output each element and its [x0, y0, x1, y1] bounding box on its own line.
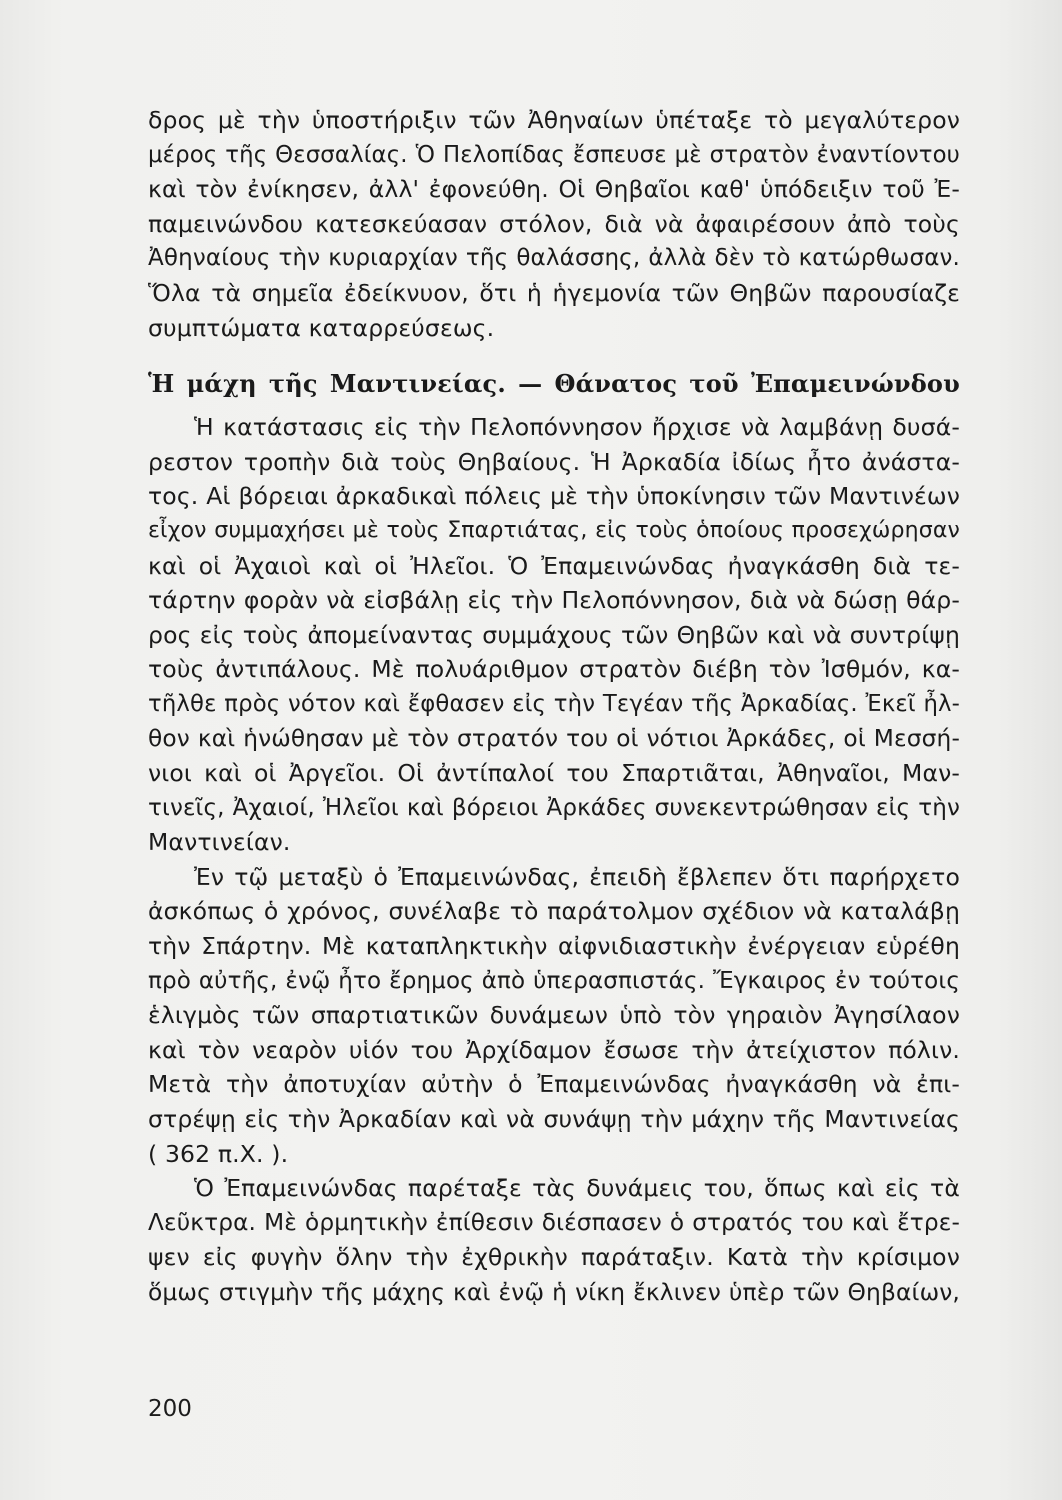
text-line: τάρτην φορὰν νὰ εἰσβάλῃ εἰς τὴν Πελοπόννησον, διὰ νὰ δώσῃ θάρ-	[148, 586, 960, 615]
text-line: Ὁ Ἐπαμεινώνδας παρέταξε τὰς δυνάμεις του, ὅπως καὶ εἰς τὰ	[194, 1174, 960, 1203]
text-line: Λεῦκτρα. Μὲ ὁρμητικὴν ἐπίθεσιν διέσπασεν ὁ στρατός του καὶ ἔτρε-	[148, 1208, 960, 1236]
text-line: ( 362 π.Χ. ).	[148, 1139, 289, 1168]
text-line: ρεστον τροπὴν διὰ τοὺς Θηβαίους. Ἡ Ἀρκαδία ἰδίως ἦτο ἀνάστα-	[148, 447, 960, 476]
text-line: Ἡ κατάστασις εἰς τὴν Πελοπόννησον ἤρχισε νὰ λαμβάνῃ δυσά-	[194, 413, 960, 442]
text-line: Ὅλα τὰ σημεῖα ἐδείκνυον, ὅτι ἡ ἡγεμονία τῶν Θηβῶν παρουσίαζε	[148, 278, 960, 307]
text-line: ὅμως στιγμὴν τῆς μάχης καὶ ἐνῷ ἡ νίκη ἔκλινεν ὑπὲρ τῶν Θηβαίων,	[148, 1278, 960, 1306]
text-line: πρὸ αὐτῆς, ἐνῷ ἦτο ἔρημος ἀπὸ ὑπερασπιστάς. Ἔγκαιρος ἐν τούτοις	[148, 967, 960, 994]
text-line: τῆλθε πρὸς νότον καὶ ἔφθασεν εἰς τὴν Τεγέαν τῆς Ἀρκαδίας. Ἐκεῖ ἦλ-	[148, 690, 960, 717]
text-line: ρος εἰς τοὺς ἀπομείναντας συμμάχους τῶν Θηβῶν καὶ νὰ συντρίψῃ	[148, 620, 960, 649]
text-line: παμεινώνδου κατεσκεύασαν στόλον, διὰ νὰ ἀφαιρέσουν ἀπὸ τοὺς	[148, 209, 960, 238]
text-line: καὶ οἱ Ἀχαιοὶ καὶ οἱ Ἠλεῖοι. Ὁ Ἐπαμεινώνδας ἠναγκάσθη διὰ τε-	[148, 551, 960, 580]
text-line: Ἀθηναίους τὴν κυριαρχίαν τῆς θαλάσσης, ἀλλὰ δὲν τὸ κατώρθωσαν.	[148, 245, 960, 272]
text-line: συμπτώματα καταρρεύσεως.	[148, 313, 495, 342]
text-line: Ἐν τῷ μεταξὺ ὁ Ἐπαμεινώνδας, ἐπειδὴ ἔβλεπεν ὅτι παρήρχετο	[194, 862, 960, 891]
text-line: νιοι καὶ οἱ Ἀργεῖοι. Οἱ ἀντίπαλοί του Σπαρτιᾶται, Ἀθηναῖοι, Μαν-	[148, 759, 960, 788]
text-line: ἑλιγμὸς τῶν σπαρτιατικῶν δυνάμεων ὑπὸ τὸν γηραιὸν Ἀγησίλαον	[148, 1001, 960, 1030]
text-line: τοὺς ἀντιπάλους. Μὲ πολυάριθμον στρατὸν διέβη τὸν Ἰσθμόν, κα-	[148, 655, 960, 684]
text-line: εἶχον συμμαχήσει μὲ τοὺς Σπαρτιάτας, εἰς τοὺς ὁποίους προσεχώρησαν	[148, 517, 960, 543]
text-line: στρέψῃ εἰς τὴν Ἀρκαδίαν καὶ νὰ συνάψῃ τὴν μάχην τῆς Μαντινείας	[148, 1105, 960, 1134]
paragraph	[148, 1171, 960, 1309]
text-line: ἀσκόπως ὁ χρόνος, συνέλαβε τὸ παράτολμον σχέδιον νὰ καταλάβῃ	[148, 897, 960, 926]
text-line: καὶ τὸν ἐνίκησεν, ἀλλ' ἐφονεύθη. Οἱ Θηβαῖοι καθ' ὑπόδειξιν τοῦ Ἐ-	[148, 175, 960, 204]
text-line: τὴν Σπάρτην. Μὲ καταπληκτικὴν αἰφνιδιαστικὴν ἐνέργειαν εὑρέθη	[148, 932, 960, 961]
page-text	[148, 103, 960, 1310]
text-line: τινεῖς, Ἀχαιοί, Ἠλεῖοι καὶ βόρειοι Ἀρκάδες συνεκεντρώθησαν εἰς τὴν	[148, 794, 960, 821]
text-line: μέρος τῆς Θεσσαλίας. Ὁ Πελοπίδας ἔσπευσε μὲ στρατὸν ἐναντίοντου	[148, 141, 960, 168]
text-line: καὶ τὸν νεαρὸν υἱόν του Ἀρχίδαμον ἔσωσε τὴν ἀτείχιστον πόλιν.	[148, 1035, 960, 1064]
text-line: τος. Αἱ βόρειαι ἀρκαδικαὶ πόλεις μὲ τὴν ὑποκίνησιν τῶν Μαντινέων	[148, 482, 960, 511]
text-line: δρος μὲ τὴν ὑποστήριξιν τῶν Ἀθηναίων ὑπέταξε τὸ μεγαλύτερον	[148, 106, 960, 134]
paragraph	[148, 410, 960, 860]
text-line: ψεν εἰς φυγὴν ὅλην τὴν ἐχθρικὴν παράταξιν. Κατὰ τὴν κρίσιμον	[148, 1243, 960, 1272]
text-line: Μετὰ τὴν ἀποτυχίαν αὐτὴν ὁ Ἐπαμεινώνδας ἠναγκάσθη νὰ ἐπι-	[148, 1070, 960, 1099]
section-heading: Ἡ μάχη τῆς Μαντινείας. — Θάνατος τοῦ Ἐπαμεινώνδου	[148, 369, 960, 399]
paragraph	[148, 860, 960, 1171]
text-line: Μαντινείαν.	[148, 828, 291, 857]
text-line: θον καὶ ἡνώθησαν μὲ τὸν στρατόν του οἱ νότιοι Ἀρκάδες, οἱ Μεσσή-	[148, 724, 960, 752]
page-number: 200	[148, 1396, 192, 1422]
paragraph	[148, 103, 960, 345]
